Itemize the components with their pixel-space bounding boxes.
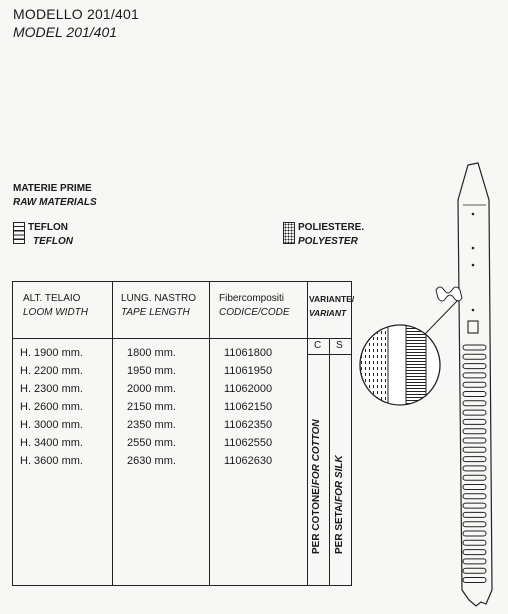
model-title-english: MODEL 201/401	[13, 24, 118, 40]
table-cell: H. 3000 mm.	[20, 419, 83, 431]
tape-slot	[463, 466, 486, 471]
table-cell: 11062150	[224, 401, 273, 413]
tape-slot	[463, 475, 486, 480]
tape-slot	[463, 447, 486, 452]
tape-slot	[463, 485, 486, 490]
polyester-label-english: POLYESTER	[298, 236, 358, 247]
tape-slot	[463, 438, 486, 443]
table-cell: 2150 mm.	[127, 401, 176, 413]
code-header: Fibercompositi CODICE/CODE	[219, 293, 290, 318]
tape-slot	[463, 373, 486, 378]
tape-slot	[463, 410, 486, 415]
table-cell: 1800 mm.	[127, 347, 176, 359]
table-cell: 11061950	[224, 365, 273, 377]
tape-slot	[463, 494, 486, 499]
tape-slot	[463, 382, 486, 387]
tape-slot	[463, 540, 486, 545]
table-cell: H. 3400 mm.	[20, 437, 83, 449]
teflon-label-english: TEFLON	[33, 236, 73, 247]
table-cell: 1950 mm.	[127, 365, 176, 377]
tape-slot	[463, 503, 486, 508]
tape-slot	[463, 354, 486, 359]
tape-slot	[463, 392, 486, 397]
tape-slot	[463, 578, 486, 583]
tape-slot	[463, 401, 486, 406]
tape-slot	[463, 364, 486, 369]
table-cell: 11062350	[224, 419, 273, 431]
table-cell: 11062000	[224, 383, 273, 395]
tape-slot	[463, 550, 486, 555]
variant-cotton-label: PER COTONE/FOR COTTON	[311, 419, 322, 554]
tape-slot	[463, 345, 486, 350]
model-title-italian: MODELLO 201/401	[13, 6, 139, 22]
tape-slot	[463, 531, 486, 536]
tape-slot	[463, 522, 486, 527]
table-cell: 2550 mm.	[127, 437, 176, 449]
table-cell: 2000 mm.	[127, 383, 176, 395]
table-cell: H. 2300 mm.	[20, 383, 83, 395]
table-cell: H. 2200 mm.	[20, 365, 83, 377]
table-cell: H. 2600 mm.	[20, 401, 83, 413]
variant-header: VARIANTE/ VARIANT	[309, 294, 355, 318]
tape-slot	[463, 429, 486, 434]
variant-c-header: C	[314, 340, 322, 351]
variant-s-header: S	[336, 340, 343, 351]
tape-slots	[463, 345, 486, 583]
materials-heading-italian: MATERIE PRIME	[13, 183, 92, 194]
table-cell: 11062550	[224, 437, 273, 449]
teflon-label-italian: TEFLON	[28, 222, 68, 233]
table-cell: 11062630	[224, 455, 273, 467]
materials-heading-english: RAW MATERIALS	[13, 197, 97, 208]
loom-width-header: ALT. TELAIO LOOM WIDTH	[23, 293, 88, 318]
tape-slot	[463, 568, 486, 573]
table-cell: 11061800	[224, 347, 273, 359]
table-cell: H. 3600 mm.	[20, 455, 83, 467]
table-cell: 2350 mm.	[127, 419, 176, 431]
variant-silk-label: PER SETA/FOR SILK	[334, 455, 345, 554]
table-cell: H. 1900 mm.	[20, 347, 83, 359]
tape-length-header: LUNG. NASTRO TAPE LENGTH	[121, 293, 197, 318]
tape-slot	[463, 457, 486, 462]
tape-slot	[463, 559, 486, 564]
tape-slot	[463, 419, 486, 424]
polyester-label-italian: POLIESTERE.	[298, 222, 365, 233]
table-cell: 2630 mm.	[127, 455, 176, 467]
tape-slot	[463, 512, 486, 517]
